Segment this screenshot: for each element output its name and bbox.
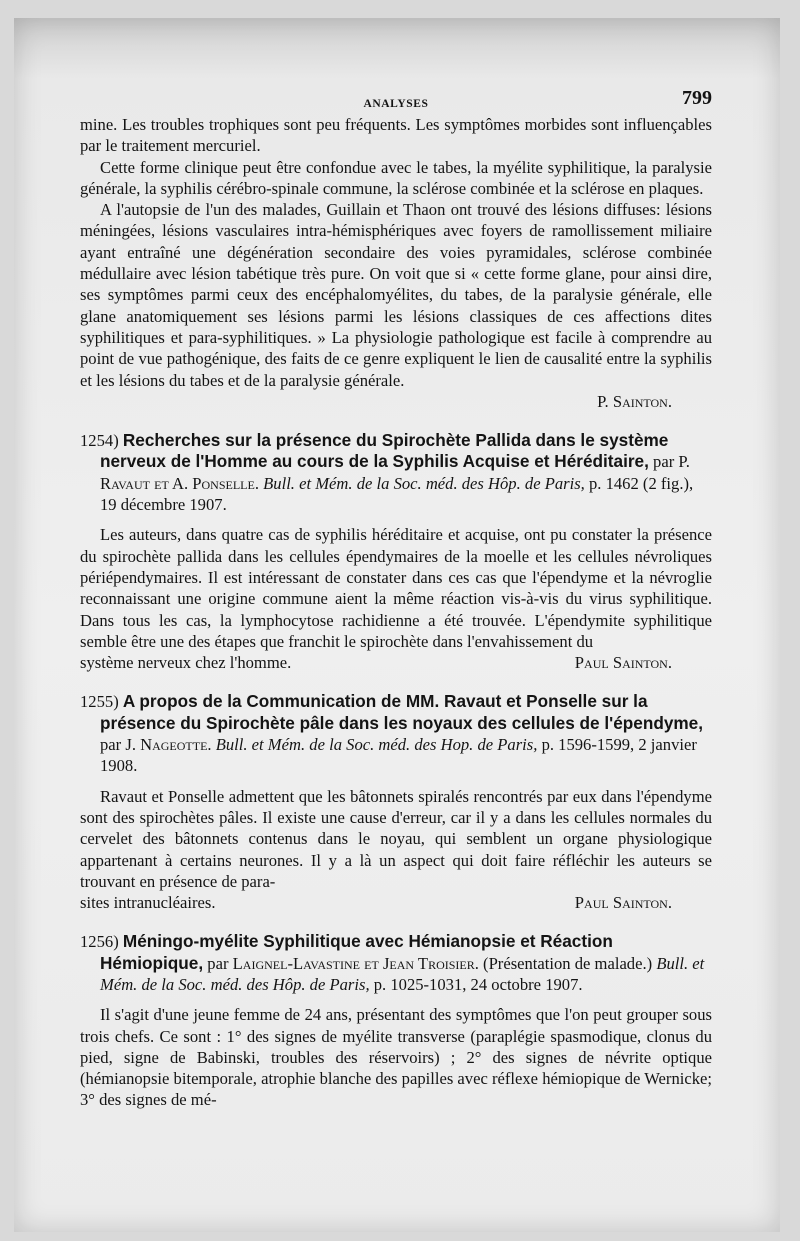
entry-last-text: sites intranucléaires. xyxy=(80,893,216,913)
entry-body xyxy=(80,1004,712,1110)
entry-title: Recherches sur la présence du Spirochète Pallida dans le système nerveux de l'Homme au cours de la Syphilis Acquise et Héréditaire, xyxy=(100,430,669,472)
page-header xyxy=(80,80,712,114)
page-content xyxy=(80,80,712,1111)
entry-pages: p. 1596-1599, 2 janvier 1908. xyxy=(100,735,697,776)
entry-title: A propos de la Communication de MM. Ravaut et Ponselle sur la présence du Spirochète pâle dans les noyaux des cellules de l'épendyme, xyxy=(100,691,704,733)
entry-source: Bull. et Mém. de la Soc. méd. des Hop. de Paris, xyxy=(215,735,538,755)
entry-pages: p. 1462 (2 fig.), 19 décembre 1907. xyxy=(100,473,694,515)
entry-by: par xyxy=(207,953,229,973)
entry-last-line xyxy=(80,892,712,913)
entry-by: par xyxy=(100,735,122,755)
entry-heading xyxy=(80,931,712,995)
entry-last-text: système nerveux chez l'homme. xyxy=(80,653,292,673)
entry-source: Bull. et Mém. de la Soc. méd. des Hôp. de Paris, xyxy=(263,473,585,493)
entry-heading xyxy=(80,691,712,776)
entry-body-text: Ravaut et Ponselle admettent que les bâtonnets spiralés rencontrés par eux dans l'épendyme sont des spirochètes pâles. Il existe une cause d'erreur, car il y a dans les cellules normales du cervelet des bâtonnets contenus dans le noyau, qui semblent un organe physiologique appartenant à certains neurones. Il y a là un aspect qui doit faire réfléchir les auteurs se trouvant en présence de para- xyxy=(80,786,712,891)
entry-signature: Paul Sainton. xyxy=(574,893,672,913)
entry-body xyxy=(80,524,712,673)
entry-source: Bull. et Mém. de la Soc. méd. des Hôp. de Paris, xyxy=(100,953,705,994)
entry-1255 xyxy=(80,691,712,913)
entry-body xyxy=(80,786,712,914)
entry-heading xyxy=(80,430,712,515)
running-title: ANALYSES xyxy=(363,98,429,110)
entry-1254 xyxy=(80,430,712,673)
entry-pages: p. 1025-1031, 24 octobre 1907. xyxy=(373,974,583,994)
entry-authors: J. Nageotte. xyxy=(125,735,212,755)
entry-signature: Paul Sainton. xyxy=(574,653,672,673)
entry-source-pre: (Présentation de malade.) xyxy=(483,953,653,973)
page-number: 799 xyxy=(682,87,712,109)
entry-number: 1256) xyxy=(80,932,119,952)
intro-paragraph-3: A l'autopsie de l'un des malades, Guillain et Thaon ont trouvé des lésions diffuses: lésions méningées, lésions vasculaires intra-hémisphériques avec foyers de ramollissement miliaire ayant entraîné une dégénération secondaire des voies pyramidales, sclérose combinée médullaire avec lésion tabétique très pure. On voit que si « cette forme glane, pour ainsi dire, ses symptômes parmi ceux des encéphalomyélites, du tabes, de la paralysie générale, elle glane anatomiquement ses lésions parmi les lésions classiques de ces affections dites syphilitiques et para-syphilitiques. » La physiologie pathologique est facile à comprendre au point de vue pathogénique, des faits de ce genre expliquent le lien de causalité entre la syphilis et les lésions du tabes et de la paralysie générale. xyxy=(80,200,712,390)
entry-by: par xyxy=(653,452,675,472)
entry-1256 xyxy=(80,931,712,1110)
intro-signature: P. Sainton. xyxy=(597,391,672,411)
entry-number: 1254) xyxy=(80,431,119,451)
scanned-sheet xyxy=(14,18,780,1232)
intro-paragraph-1: mine. Les troubles trophiques sont peu fréquents. Les symptômes morbides sont influençables par le traitement mercuriel. xyxy=(80,115,712,156)
entry-body-text: Les auteurs, dans quatre cas de syphilis héréditaire et acquise, ont pu constater la présence du spirochète pallida dans les cellules épendymaires de la moelle et les cellules névroliques périépendymaires. Il est intéressant de constater dans ces cas que l'épendyme et la névroglie reconnaissant une origine commune aient la même réaction vis-à-vis du virus syphilitique. Dans tous les cas, la lymphocytose rachidienne a été trouvée. L'épendymite syphilitique semble être une des étapes que franchit le spirochète dans l'envahissement du xyxy=(80,525,712,651)
entry-title: Méningo-myélite Syphilitique avec Hémianopsie et Réaction Hémiopique, xyxy=(100,931,613,973)
intro-paragraph-2: Cette forme clinique peut être confondue avec le tabes, la myélite syphilitique, la paralysie générale, la syphilis cérébro-spinale commune, la sclérose combinée et la sclérose en plaques. xyxy=(80,157,712,198)
entry-last-line xyxy=(80,652,712,673)
entry-authors: P. Ravaut et A. Ponselle. xyxy=(100,452,690,493)
entry-number: 1255) xyxy=(80,692,119,712)
entry-body-text: Il s'agit d'une jeune femme de 24 ans, présentant des symptômes que l'on peut grouper sous trois chefs. Ce sont : 1° des signes de myélite transverse (paraplégie spasmodique, clonus du pied, signe de Babinski, troubles des réservoirs) ; 2° des signes de névrite optique (hémianopsie bitemporale, atrophie blanche des papilles avec réflexe hémiopique de Wernicke; 3° des signes de mé- xyxy=(80,1005,712,1110)
entry-authors: Laignel-Lavastine et Jean Troisier. xyxy=(232,953,479,973)
